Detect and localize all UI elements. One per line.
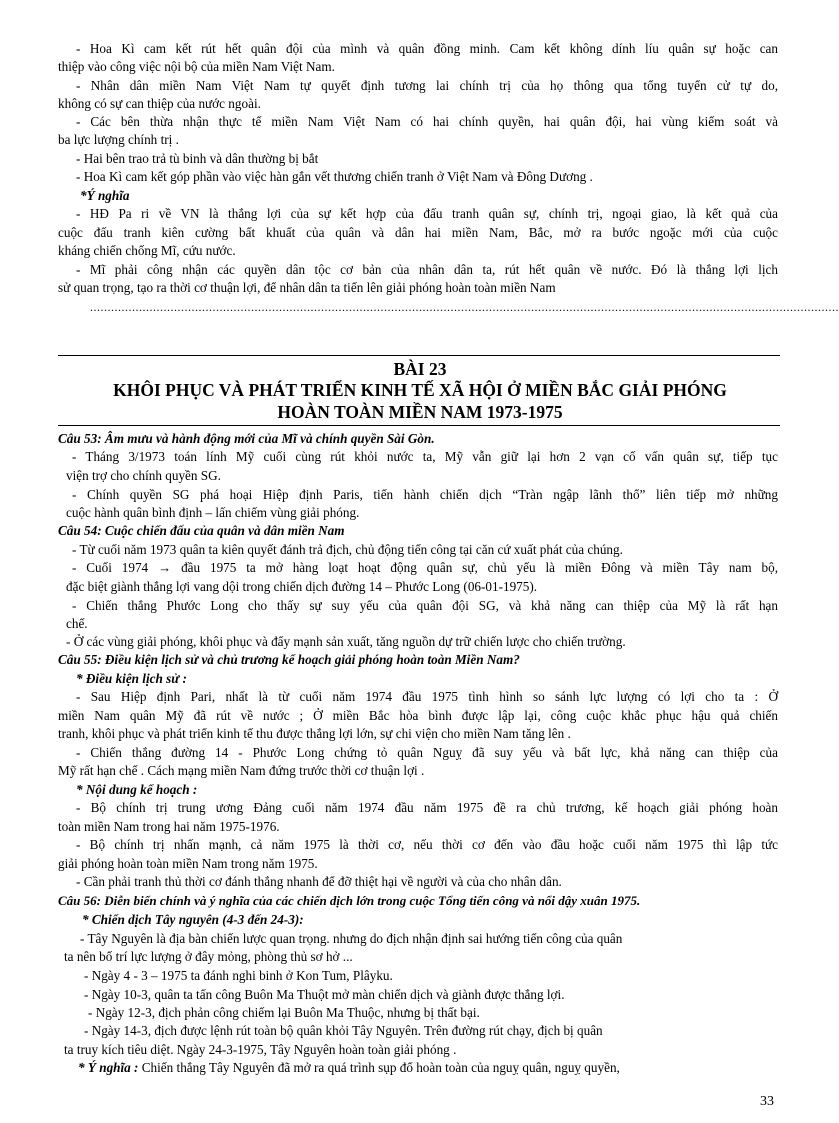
text-line: miền Nam quân Mỹ đã rút về nước ; Ở miền Bắc hòa bình được lập lại, công cuộc khắc phục hậu quả chiến xyxy=(58,708,778,723)
text-line: ba lực lượng chính trị . xyxy=(58,132,179,147)
text-line: - Chiến thắng Phước Long cho thấy sự suy yếu của quân đội SG, và khả năng can thiệp của Mỹ là rất hạn xyxy=(72,598,778,613)
text-line: - Ở các vùng giải phóng, khôi phục và đẩy mạnh sản xuất, tăng nguồn dự trữ chiến lược cho chiến trường. xyxy=(66,634,626,649)
question-55-title: Câu 55: Điều kiện lịch sử và chủ trương kế hoạch giải phóng hoàn toàn Miền Nam? xyxy=(58,652,520,667)
text-line: cuộc đấu tranh kiên cường bất khuất của quân và dân hai miền Nam, Bắc, mở ra bước ngoặc mới của cuộc xyxy=(58,225,778,240)
page-number: 33 xyxy=(760,1094,774,1109)
text-line: không có sự can thiệp của nước ngoài. xyxy=(58,96,261,111)
text-line: ta truy kích tiêu diệt. Ngày 24-3-1975, Tây Nguyên hoàn toàn giải phóng . xyxy=(64,1042,457,1057)
text-line: - Ngày 10-3, quân ta tấn công Buôn Ma Thuột mở màn chiến dịch và giành được thắng lợi. xyxy=(84,987,565,1002)
text-line: sử quan trọng, tạo ra thời cơ thuận lợi, để nhân dân ta tiến lên giải phóng hoàn toàn miền Nam xyxy=(58,280,556,295)
text-line: - Hoa Kì cam kết góp phần vào việc hàn gắn vết thương chiến tranh ở Việt Nam và Đông Dương . xyxy=(76,169,593,184)
text-line: - Chiến thắng đường 14 - Phước Long chứng tỏ quân Nguỵ đã suy yếu và bất lực, khả năng can thiệp của xyxy=(76,745,778,760)
text-line: - Hai bên trao trả tù binh và dân thường bị bắt xyxy=(76,151,319,166)
text-line: đặc biệt giành thắng lợi vang dội trong chiến dịch đường 14 – Phước Long (06-01-1975). xyxy=(66,579,538,594)
text-line: - Nhân dân miền Nam Việt Nam tự quyết định tương lai chính trị của họ thông qua tổng tuyển cử tự do, xyxy=(76,78,778,93)
significance-line xyxy=(78,1059,778,1076)
subheading: * Điều kiện lịch sử : xyxy=(76,671,187,686)
text-line: - Sau Hiệp định Pari, nhất là từ cuối năm 1974 đầu 1975 tình hình so sánh lực lượng có lợi cho ta : Ở xyxy=(76,689,778,704)
text-line: giải phóng hoàn toàn miền Nam trong năm 1975. xyxy=(58,856,318,871)
question-56-title: Câu 56: Diễn biến chính và ý nghĩa của các chiến dịch lớn trong cuộc Tổng tiến công và nổi dậy xuân 1975. xyxy=(58,893,641,908)
significance-label: * Ý nghĩa : xyxy=(78,1060,139,1075)
text-line: - Ngày 4 - 3 – 1975 ta đánh nghi binh ở Kon Tum, Plâyku. xyxy=(84,968,393,983)
question-54-title: Câu 54: Cuộc chiến đấu của quân và dân miền Nam xyxy=(58,523,345,538)
text-line: - Chính quyền SG phá hoại Hiệp định Paris, tiến hành chiến dịch “Tràn ngập lãnh thổ” liên tiếp mở những xyxy=(72,487,778,502)
lesson-title-line-1: KHÔI PHỤC VÀ PHÁT TRIỂN KINH TẾ XÃ HỘI Ở MIỀN BẮC GIẢI PHÓNG xyxy=(113,380,727,400)
subheading: * Chiến dịch Tây nguyên (4-3 đến 24-3): xyxy=(82,912,304,927)
text-line: - Hoa Kì cam kết rút hết quân đội của mình và quân đồng minh. Cam kết không dính líu quân sự hoặc can xyxy=(76,41,778,56)
lesson-title-line-2: HOÀN TOÀN MIỀN NAM 1973-1975 xyxy=(277,402,563,422)
text-line: - Các bên thừa nhận thực tế miền Nam Việt Nam có hai chính quyền, hai quân đội, hai vùng kiểm soát và xyxy=(76,114,778,129)
subheading: * Nội dung kế hoạch : xyxy=(76,782,198,797)
text-line: viện trợ cho chính quyền SG. xyxy=(66,468,221,483)
text-line: - Ngày 12-3, địch phản công chiếm lại Buôn Ma Thuộc, nhưng bị thất bại. xyxy=(88,1005,480,1020)
question-53-title: Câu 53: Âm mưu và hành động mới của Mĩ và chính quyền Sài Gòn. xyxy=(58,431,435,446)
text-line: - Cuối 1974 → đầu 1975 ta mở hàng loạt hoạt động quân sự, chủ yếu là miền Đông và miền Tây nam bộ, xyxy=(72,560,778,575)
text-line: - Tháng 3/1973 toán lính Mỹ cuối cùng rút khỏi nước ta, Mỹ vẫn giữ lại hơn 2 vạn cố vấn quân sự, tiếp tục xyxy=(72,449,778,464)
text-line: ta nên bố trí lực lượng ở đây mỏng, phòng thủ sơ hở ... xyxy=(64,949,353,964)
text-line: thiệp vào công việc nội bộ của miền Nam Việt Nam. xyxy=(58,59,335,74)
text-line: kháng chiến chống Mĩ, cứu nước. xyxy=(58,243,236,258)
text-line: - Bộ chính trị trung ương Đảng cuối năm 1974 đầu năm 1975 đề ra chủ trương, kế hoạch giải phóng hoàn xyxy=(76,800,778,815)
section-heading: *Ý nghĩa xyxy=(80,188,130,203)
header-rule-bottom xyxy=(58,425,780,426)
text-line: - Mĩ phải công nhận các quyền dân tộc cơ bản của nhân dân ta, rút hết quân về nước. Đó là thắng lợi lịch xyxy=(76,262,778,277)
text-line: Mỹ rất hạn chế . Cách mạng miền Nam đứng trước thời cơ thuận lợi . xyxy=(58,763,425,778)
text-line: tranh, khôi phục và phát triển kinh tế thu được thắng lợi lớn, sự chi viện cho miền Nam tăng lên . xyxy=(58,726,571,741)
text-line: chế. xyxy=(66,616,88,631)
text-line: - Bộ chính trị nhấn mạnh, cả năm 1975 là thời cơ, nếu thời cơ đến vào đầu hoặc cuối năm 1975 thì lập tức xyxy=(76,837,778,852)
text-line: - Ngày 14-3, địch được lệnh rút toàn bộ quân khỏi Tây Nguyên. Trên đường rút chạy, địch bị quân xyxy=(84,1023,603,1038)
text-line: - Từ cuối năm 1973 quân ta kiên quyết đánh trả địch, chủ động tiến công tại căn cứ xuất phát của chúng. xyxy=(72,542,623,557)
text-line: toàn miền Nam trong hai năm 1975-1976. xyxy=(58,819,280,834)
header-rule-top xyxy=(58,355,780,356)
dotted-separator: ...................................................................................................................................................................................................................... xyxy=(90,300,839,314)
significance-text: Chiến thắng Tây Nguyên đã mở ra quá trình sụp đổ hoàn toàn của nguỵ quân, nguỵ quyền, xyxy=(141,1060,620,1075)
lesson-number: BÀI 23 xyxy=(393,359,447,379)
text-line: cuộc hành quân bình định – lấn chiếm vùng giải phóng. xyxy=(66,505,360,520)
text-line: - Tây Nguyên là địa bàn chiến lược quan trọng. nhưng do địch nhận định sai hướng tiến công của quân xyxy=(80,931,623,946)
text-line: - HĐ Pa ri về VN là thắng lợi của sự kết hợp của đấu tranh quân sự, chính trị, ngoại giao, là kết quả của xyxy=(76,206,778,221)
text-line: - Cần phải tranh thủ thời cơ đánh thắng nhanh để đỡ thiệt hại về người và của cho nhân dân. xyxy=(76,874,562,889)
